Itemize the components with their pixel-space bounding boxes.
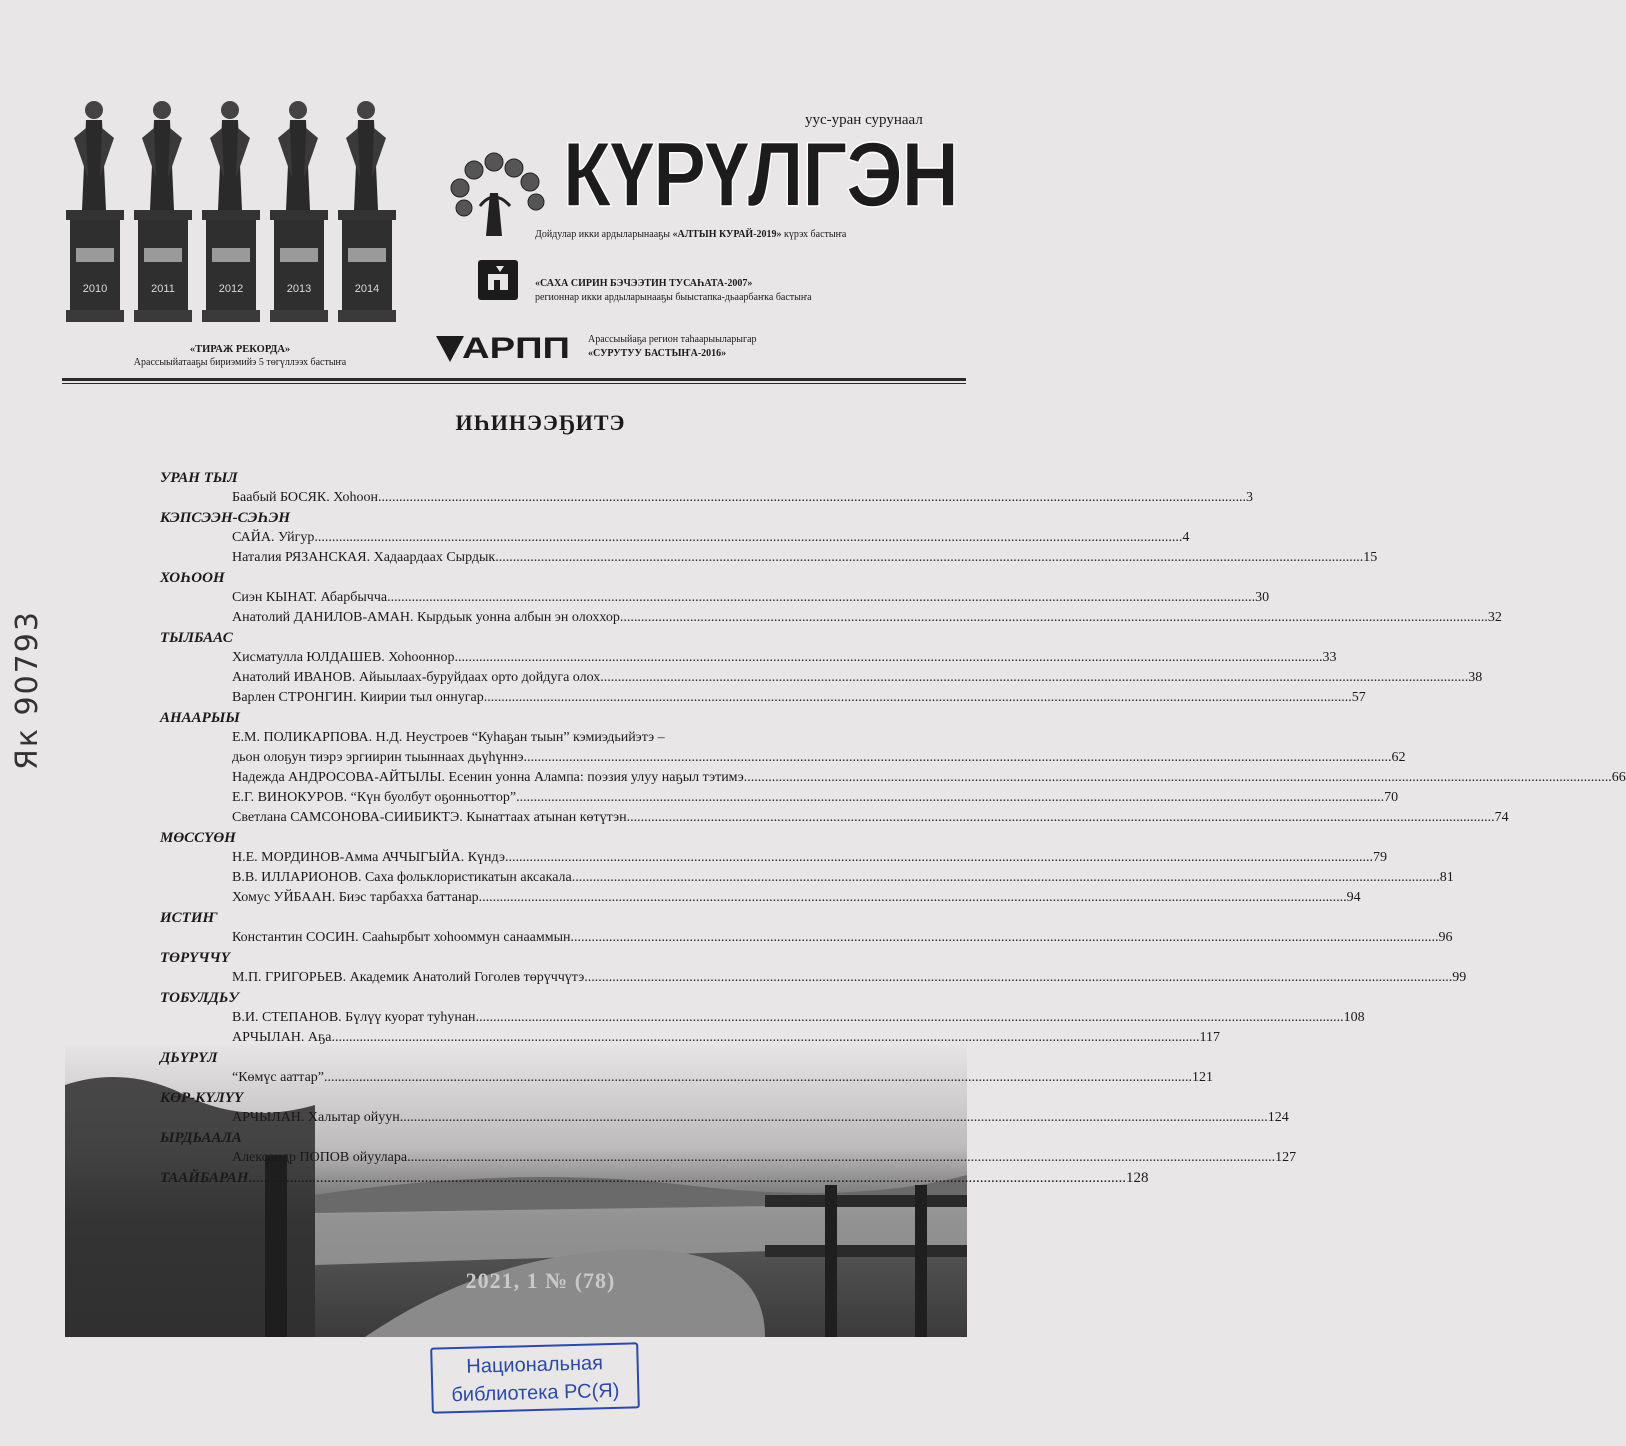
- page-number: 62: [1391, 750, 1406, 765]
- entry-title: Наталия РЯЗАНСКАЯ. Хадаардаах Сырдык: [232, 550, 496, 565]
- toc-section-heading: ТӨРҮЧЧҮ: [160, 950, 230, 966]
- toc-entry: [160, 788, 1399, 808]
- press-logo-icon: [478, 260, 518, 300]
- leader-dots: [572, 868, 1440, 888]
- svg-text:КҮРҮЛГЭН: КҮРҮЛГЭН: [562, 124, 958, 226]
- toc-section-heading: КЭПСЭЭН-СЭҺЭН: [160, 510, 291, 526]
- leader-dots: [407, 1148, 1275, 1168]
- leader-dots: [331, 1028, 1199, 1048]
- toc-entry: [160, 488, 1253, 508]
- entry-title: АРЧЫЛАН. Халытар ойуун: [232, 1110, 400, 1125]
- entry-title: М.П. ГРИГОРЬЕВ. Академик Анатолий Гоголев төрүччүтэ: [232, 970, 585, 985]
- leader-dots: [505, 848, 1373, 868]
- leader-dots: [314, 528, 1182, 548]
- toc-entry: [160, 968, 1467, 988]
- leader-dots: [571, 928, 1439, 948]
- page-number: 99: [1452, 970, 1467, 985]
- toc-entry: [160, 1108, 1289, 1128]
- award-subscription: [588, 333, 757, 361]
- trophies-illustration: [58, 98, 398, 346]
- award1-post: күрэх бастыҥа: [781, 229, 847, 240]
- trophy-year: 2014: [354, 283, 380, 295]
- trophy-icon: [270, 101, 328, 322]
- svg-text:АРПП: АРПП: [462, 332, 570, 365]
- toc-section-heading: ЫРДЬААЛА: [160, 1130, 242, 1146]
- entry-title: В.И. СТЕПАНОВ. Бүлүү куорат туһунан: [232, 1010, 476, 1025]
- toc-entry: [160, 668, 1483, 688]
- toc-entry: [160, 808, 1509, 828]
- leader-dots: [516, 788, 1384, 808]
- leader-dots: [387, 588, 1255, 608]
- entry-title: “Көмүс ааттар”: [232, 1070, 325, 1085]
- stamp-line-1: Национальная: [466, 1352, 604, 1378]
- toc-section-heading: [160, 1168, 1149, 1188]
- page-number: 117: [1199, 1030, 1220, 1045]
- leader-dots: [476, 1008, 1344, 1028]
- page-number: 15: [1363, 550, 1378, 565]
- page-number: 3: [1245, 490, 1253, 505]
- leader-dots: [324, 1068, 1192, 1088]
- toc-entry: [160, 1148, 1297, 1168]
- award2-bold: «САХА СИРИН БЭЧЭЭТИН ТУСАҺАТА-2007»: [535, 278, 753, 289]
- toc-entry: [160, 1068, 1214, 1088]
- entry-title: Н.Е. МОРДИНОВ-Амма АЧЧЫГЫЙА. Күндэ: [232, 850, 506, 865]
- award3-text: Арассыыйаҕа регион таһаарыыларыгар: [588, 334, 757, 345]
- toc-entry: [160, 1008, 1365, 1028]
- entry-title: САЙА. Уйгур: [232, 530, 315, 545]
- toc-section-heading: ТОБУЛДЬУ: [160, 990, 239, 1006]
- toc-section-heading: ХОҺООН: [160, 570, 225, 586]
- entry-title: дьон олоҕун тиэрэ эргиирин тыыннаах дьүһүннэ: [232, 750, 524, 765]
- toc-entry: [160, 588, 1270, 608]
- page-number: 33: [1322, 650, 1337, 665]
- trophy-year: 2013: [286, 283, 312, 295]
- leader-dots: [495, 548, 1363, 568]
- trophy-icon: [134, 101, 192, 322]
- toc-entry: [160, 728, 966, 748]
- page-number: 32: [1487, 610, 1502, 625]
- leader-dots: [479, 888, 1347, 908]
- page-number: 121: [1192, 1070, 1214, 1085]
- toc-entry: [160, 528, 1190, 548]
- entry-title: Е.Г. ВИНОКУРОВ. “Күн буолбут оҕонньоттор”: [232, 790, 517, 805]
- toc-entry: [160, 688, 1366, 708]
- page-number: 30: [1255, 590, 1270, 605]
- toc-section-heading: МӨССҮӨН: [160, 830, 236, 846]
- trophy-icon: [338, 101, 396, 322]
- toc-entry: [160, 648, 1337, 668]
- entry-title: Анатолий ИВАНОВ. Айыылаах-буруйдаах орто дойдуга олох: [232, 670, 601, 685]
- library-stamp: [430, 1342, 640, 1413]
- entry-title: Е.М. ПОЛИКАРПОВА. Н.Д. Неустроев “Куһаҕан тыын” кэмиэдьийэтэ –: [232, 730, 665, 745]
- toc-entry: [160, 608, 1502, 628]
- toc-entry: [160, 768, 1626, 788]
- entry-title: Сиэн КЫНАТ. Абарбычча: [232, 590, 388, 605]
- award1-pre: Дойдулар икки ардыларынааҕы: [535, 229, 673, 240]
- trophy-caption-text: Арассыыйатааҕы бириэмийэ 5 төгүллээх бастыҥа: [133, 357, 347, 368]
- header-rule: [62, 378, 966, 381]
- entry-title: Светлана САМСОНОВА-СИИБИКТЭ. Кынаттаах атынан көтүтэн: [232, 810, 627, 825]
- toc-entry: [160, 548, 1378, 568]
- toc-entry: [160, 848, 1388, 868]
- leader-dots: [584, 968, 1452, 988]
- page-number: 4: [1182, 530, 1190, 545]
- entry-title: Хомус УЙБААН. Биэс тарбахха баттанар: [232, 890, 479, 905]
- page-number: 79: [1373, 850, 1388, 865]
- trophy-year: 2011: [151, 283, 175, 295]
- arpp-logo: [434, 322, 574, 370]
- entry-title: В.В. ИЛЛАРИОНОВ. Саха фольклористикатын аксакала: [232, 870, 572, 885]
- award3-bold: «СУРУТУУ БАСТЫҤА-2016»: [588, 348, 727, 359]
- magazine-tagline: уус-уран сурунаал: [805, 112, 923, 128]
- award-press: [535, 277, 812, 305]
- toc-section-heading: КӨР-КҮЛҮҮ: [160, 1090, 244, 1106]
- entry-title: Варлен СТРОНГИН. Киирии тыл оннугар: [232, 690, 484, 705]
- page-number: 128: [1126, 1170, 1149, 1186]
- entry-title: Надежда АНДРОСОВА-АЙТЫЛЫ. Есенин уонна Алампа: поэзия улуу наҕыл тэтимэ: [232, 770, 744, 785]
- toc-section-heading: УРАН ТЫЛ: [160, 470, 238, 486]
- toc-entry: [160, 928, 1453, 948]
- page-number: 66: [1611, 770, 1626, 785]
- toc-entry: [160, 868, 1454, 888]
- toc-entry: [160, 748, 1406, 768]
- leader-dots: ..........................................................................................................................................................................................................................................: [248, 1170, 1127, 1186]
- leader-dots: [455, 648, 1323, 668]
- page-number: 127: [1275, 1150, 1297, 1165]
- page-number: 81: [1439, 870, 1454, 885]
- trophy-year: 2012: [218, 283, 244, 295]
- trophy-icon: [66, 101, 124, 322]
- entry-title: Анатолий ДАНИЛОВ-АМАН. Кырдьык уонна албын эн олоххор: [232, 610, 620, 625]
- page-number: 74: [1494, 810, 1509, 825]
- section-name: ТААЙБАРАН: [160, 1170, 249, 1186]
- header-rule-thin: [62, 383, 966, 384]
- toc-section-heading: ДЬҮРҮЛ: [160, 1050, 218, 1066]
- leader-dots: [744, 768, 1612, 788]
- leader-dots: [378, 488, 1246, 508]
- leader-dots: [600, 668, 1468, 688]
- entry-title: АРЧЫЛАН. Аҕа: [232, 1030, 332, 1045]
- award-altyn-kurai: [535, 229, 846, 240]
- leader-dots: [627, 808, 1495, 828]
- entry-title: Константин СОСИН. Сааһырбыт хоһооммун санааммын: [232, 930, 571, 945]
- page-number: 70: [1384, 790, 1399, 805]
- leader-dots: [484, 688, 1352, 708]
- toc-entry: [160, 1028, 1220, 1048]
- trophy-caption-bold: «ТИРАЖ РЕКОРДА»: [189, 344, 291, 355]
- leader-dots: [620, 608, 1488, 628]
- entry-title: Хисматулла ЮЛДАШЕВ. Хоһооннор: [232, 650, 455, 665]
- entry-title: Баабый БОСЯК. Хоһоон: [232, 490, 378, 505]
- toc-title: ИҺИНЭЭҔИТЭ: [455, 410, 626, 435]
- stamp-line-2: библиотека РС(Я): [451, 1379, 620, 1407]
- page-number: 124: [1267, 1110, 1289, 1125]
- inventory-mark: Як 90793: [10, 610, 45, 770]
- leader-dots: [524, 748, 1392, 768]
- award1-bold: «АЛТЫН КУРАЙ-2019»: [672, 229, 782, 240]
- page-number: 57: [1351, 690, 1366, 705]
- trophy-icon: [202, 101, 260, 322]
- page-number: 96: [1438, 930, 1453, 945]
- table-of-contents: [160, 468, 1626, 1188]
- trophy-caption: [95, 343, 385, 369]
- page-number: 38: [1468, 670, 1483, 685]
- award2-text: регионнар икки ардыларынааҕы быыстапка-дьаарбаҥка бастыҥа: [535, 292, 812, 303]
- leader-dots: [400, 1108, 1268, 1128]
- toc-section-heading: АНААРЫЫ: [160, 710, 240, 726]
- issue-number: 2021, 1 № (78): [465, 1268, 616, 1293]
- page-number: 94: [1346, 890, 1361, 905]
- emblem-icon: [440, 148, 550, 248]
- entry-title: Александр ПОПОВ ойуулара: [232, 1150, 408, 1165]
- trophy-year: 2010: [82, 283, 108, 295]
- toc-section-heading: ТЫЛБААС: [160, 630, 233, 646]
- page-number: 108: [1343, 1010, 1365, 1025]
- toc-entry: [160, 888, 1361, 908]
- toc-section-heading: ИСТИҤ: [160, 910, 218, 926]
